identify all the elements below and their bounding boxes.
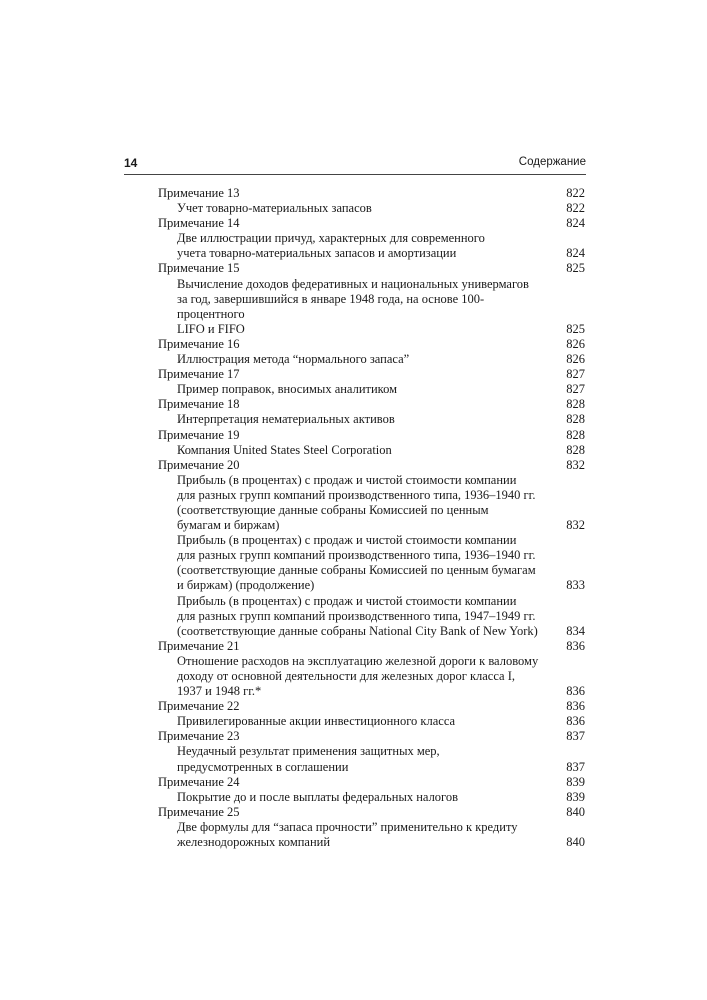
toc-page-number: 833: [566, 578, 585, 593]
toc-note-heading: [158, 458, 585, 473]
toc-entry-title: [158, 216, 585, 231]
toc-page-number: 834: [566, 623, 585, 638]
toc-entry-line: Примечание 19: [158, 427, 240, 442]
toc-entry-line: Примечание 13: [158, 186, 240, 200]
toc-note-heading: [158, 699, 585, 714]
toc-note-heading: [158, 805, 585, 820]
section-title: Содержание: [518, 156, 586, 168]
toc-note-heading: [158, 775, 585, 790]
toc-entry-line: для разных групп компаний производственного типа, 1947–1949 гг.: [177, 608, 536, 623]
toc-page-number: 828: [566, 427, 585, 442]
toc-entry: [158, 714, 585, 729]
toc-page-number: 828: [566, 442, 585, 457]
toc-entry-title: [177, 533, 585, 593]
toc-page-number: 825: [566, 321, 585, 336]
toc-entry-title: [158, 805, 585, 820]
toc-entry-title: [158, 458, 585, 473]
toc-entry-line: Учет товарно-материальных запасов: [177, 201, 372, 216]
toc-entry-title: [158, 729, 585, 744]
toc-entry: [158, 277, 585, 337]
page-number: 14: [124, 156, 138, 170]
running-header: [124, 156, 586, 175]
toc-page-number: 836: [566, 638, 585, 653]
toc-entry-line: Интерпретация нематериальных активов: [177, 412, 395, 427]
toc-entry-line: Отношение расходов на эксплуатацию железной дороги к валовому: [177, 653, 539, 668]
toc-page-number: 822: [566, 201, 585, 216]
toc-entry-line: Прибыль (в процентах) с продаж и чистой стоимости компании: [177, 472, 517, 487]
toc-entry-line: для разных групп компаний производственного типа, 1936–1940 гг.: [177, 487, 536, 502]
toc-entry-line: Примечание 21: [158, 638, 240, 653]
toc-note-heading: [158, 216, 585, 231]
toc-page-number: 839: [566, 774, 585, 789]
toc-entry-title: [177, 744, 585, 774]
toc-page-number: 824: [566, 216, 585, 231]
toc-entry-line: Примечание 22: [158, 699, 240, 714]
toc-page-number: 837: [566, 759, 585, 774]
toc-entry: [158, 412, 585, 427]
toc-entry-line: Покрытие до и после выплаты федеральных налогов: [177, 789, 459, 804]
toc-page-number: 826: [566, 352, 585, 367]
toc-entry-line: за год, завершившийся в январе 1948 года, на основе 100-процентного: [177, 291, 485, 321]
toc-entry: [158, 201, 585, 216]
toc-entry-line: (соответствующие данные собраны National City Bank of New York): [177, 623, 538, 638]
toc-entry-line: (соответствующие данные собраны Комиссией по ценным: [177, 502, 489, 517]
toc-entry-line: Примечание 18: [158, 397, 240, 412]
toc-entry-line: Привилегированные акции инвестиционного класса: [177, 714, 456, 729]
table-of-contents: [158, 186, 585, 850]
toc-entry-title: [158, 337, 585, 352]
toc-entry-line: 1937 и 1948 гг.*: [177, 684, 262, 699]
toc-entry-line: и биржам) (продолжение): [177, 578, 315, 593]
toc-entry-title: [158, 367, 585, 382]
toc-page-number: 825: [566, 261, 585, 276]
toc-page-number: 837: [566, 729, 585, 744]
toc-entry-line: Две иллюстрации причуд, характерных для современного: [177, 231, 485, 246]
toc-page-number: 832: [566, 457, 585, 472]
toc-entry-title: [158, 639, 585, 654]
toc-page-number: 840: [566, 835, 585, 850]
toc-entry-line: Примечание 23: [158, 729, 240, 744]
toc-page-number: 828: [566, 397, 585, 412]
toc-page-number: 822: [566, 186, 585, 200]
toc-entry-title: [158, 397, 585, 412]
toc-entry-line: LIFO и FIFO: [177, 321, 245, 336]
toc-entry-title: [177, 714, 585, 729]
toc-entry-line: Прибыль (в процентах) с продаж и чистой стоимости компании: [177, 533, 517, 548]
toc-entry-title: [177, 443, 585, 458]
toc-entry-title: [177, 473, 585, 533]
toc-note-heading: [158, 337, 585, 352]
toc-entry-line: Компания United States Steel Corporation: [177, 442, 392, 457]
toc-entry: [158, 352, 585, 367]
toc-page-number: 836: [566, 684, 585, 699]
toc-entry-line: бумагам и биржам): [177, 518, 280, 533]
toc-entry-title: [177, 231, 585, 261]
toc-entry-line: для разных групп компаний производственного типа, 1936–1940 гг.: [177, 548, 536, 563]
toc-page-number: 827: [566, 367, 585, 382]
toc-entry-title: [177, 201, 585, 216]
toc-note-heading: [158, 186, 585, 201]
toc-entry-line: Примечание 14: [158, 216, 240, 231]
toc-page-number: 832: [566, 518, 585, 533]
toc-entry: [158, 790, 585, 805]
toc-entry-line: Иллюстрация метода “нормального запаса”: [177, 352, 410, 367]
toc-entry: [158, 231, 585, 261]
toc-entry-line: Примечание 25: [158, 804, 240, 819]
toc-entry-line: Прибыль (в процентах) с продаж и чистой стоимости компании: [177, 593, 517, 608]
toc-entry-title: [158, 261, 585, 276]
toc-entry-title: [158, 428, 585, 443]
toc-entry-title: [177, 352, 585, 367]
toc-note-heading: [158, 639, 585, 654]
toc-entry-line: Примечание 20: [158, 457, 240, 472]
toc-entry: [158, 382, 585, 397]
toc-page-number: 839: [566, 789, 585, 804]
toc-note-heading: [158, 261, 585, 276]
toc-entry-line: Примечание 17: [158, 367, 240, 382]
toc-note-heading: [158, 428, 585, 443]
toc-entry-line: железнодорожных компаний: [177, 835, 331, 850]
toc-page-number: 836: [566, 699, 585, 714]
toc-entry-line: Вычисление доходов федеративных и национальных универмагов: [177, 276, 529, 291]
toc-entry-line: Примечание 16: [158, 336, 240, 351]
toc-page-number: 824: [566, 246, 585, 261]
toc-entry-title: [177, 594, 585, 639]
toc-entry-title: [177, 790, 585, 805]
toc-page-number: 840: [566, 804, 585, 819]
toc-entry-line: учета товарно-материальных запасов и амортизации: [177, 246, 457, 261]
toc-entry-line: Примечание 24: [158, 774, 240, 789]
toc-entry: [158, 654, 585, 699]
toc-entry-line: (соответствующие данные собраны Комиссией по ценным бумагам: [177, 563, 536, 578]
toc-entry-title: [177, 382, 585, 397]
toc-entry-line: Примечание 15: [158, 261, 240, 276]
toc-note-heading: [158, 729, 585, 744]
toc-entry-title: [158, 775, 585, 790]
toc-entry: [158, 533, 585, 593]
toc-entry-title: [158, 186, 585, 201]
toc-entry: [158, 594, 585, 639]
toc-entry-line: Неудачный результат применения защитных мер,: [177, 744, 440, 759]
toc-entry-line: Пример поправок, вносимых аналитиком: [177, 382, 398, 397]
toc-entry: [158, 473, 585, 533]
toc-note-heading: [158, 367, 585, 382]
toc-entry-line: предусмотренных в соглашении: [177, 759, 349, 774]
toc-page-number: 827: [566, 382, 585, 397]
toc-entry: [158, 744, 585, 774]
toc-entry-line: доходу от основной деятельности для железных дорог класса I,: [177, 669, 516, 683]
toc-entry-title: [158, 699, 585, 714]
toc-entry: [158, 443, 585, 458]
toc-page-number: 826: [566, 336, 585, 351]
toc-note-heading: [158, 397, 585, 412]
toc-entry-line: Две формулы для “запаса прочности” применительно к кредиту: [177, 819, 518, 834]
toc-entry-title: [177, 412, 585, 427]
toc-entry-title: [177, 654, 585, 699]
toc-entry: [158, 820, 585, 850]
toc-entry-title: [177, 277, 585, 337]
toc-entry-title: [177, 820, 585, 850]
toc-page-number: 828: [566, 412, 585, 427]
toc-page-number: 836: [566, 714, 585, 729]
